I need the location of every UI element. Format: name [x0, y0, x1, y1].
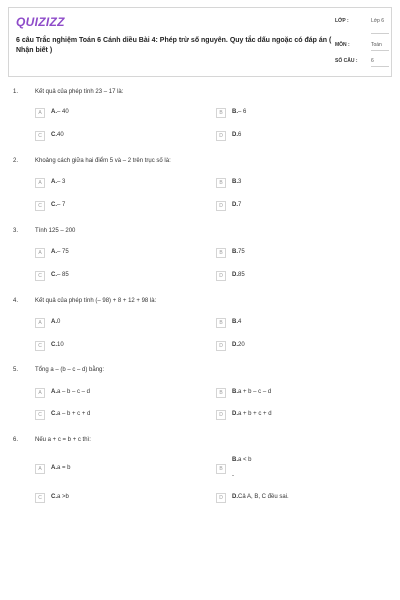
option-text: – 85: [57, 272, 69, 278]
question-text: Tổng a – (b – c – d) bằng:: [35, 367, 105, 373]
option-b[interactable]: [216, 388, 366, 400]
question-number: 6.: [13, 437, 19, 443]
question-number: 2.: [13, 158, 19, 164]
worksheet-header: [8, 7, 392, 77]
option-letter: A.: [51, 389, 57, 395]
option-text: 4: [238, 319, 242, 325]
question-number: 5.: [13, 367, 19, 373]
option-badge: D: [216, 410, 226, 420]
option-letter: B.: [232, 249, 238, 255]
option-a[interactable]: [35, 108, 185, 120]
option-c[interactable]: [35, 341, 185, 353]
option-b[interactable]: [216, 108, 366, 120]
option-letter: A.: [51, 249, 57, 255]
option-c[interactable]: [35, 410, 185, 422]
option-badge: A: [35, 464, 45, 474]
option-letter: C.: [51, 494, 57, 500]
option-text: – 7: [57, 202, 66, 208]
option-text: a + b + c + d: [238, 411, 272, 417]
option-badge: D: [216, 131, 226, 141]
option-badge: B: [216, 178, 226, 188]
option-badge: A: [35, 178, 45, 188]
divider: [371, 33, 389, 34]
meta-socau: [335, 56, 389, 72]
question-text: Kết quả của phép tính 23 – 17 là:: [35, 89, 124, 95]
option-letter: A.: [51, 319, 57, 325]
option-a[interactable]: [35, 178, 185, 190]
option-text: 10: [57, 342, 64, 348]
option-badge: A: [35, 388, 45, 398]
option-letter: A.: [51, 179, 57, 185]
option-d[interactable]: [216, 271, 366, 283]
option-badge: D: [216, 271, 226, 281]
option-letter: C.: [51, 272, 57, 278]
question-text: Nếu a + c = b + c thì:: [35, 437, 91, 443]
option-badge: C: [35, 271, 45, 281]
meta-mon-label: MÔN :: [335, 42, 350, 48]
question-text: Tính 125 – 200: [35, 228, 76, 234]
option-letter: A.: [51, 109, 57, 115]
option-text: a >b: [57, 494, 69, 500]
option-b[interactable]: [216, 178, 366, 190]
option-b[interactable]: [216, 318, 366, 330]
option-d[interactable]: [216, 410, 366, 422]
meta-socau-value: 6: [371, 58, 374, 64]
option-badge: C: [35, 410, 45, 420]
option-d[interactable]: [216, 493, 366, 505]
option-c[interactable]: [35, 131, 185, 143]
option-a[interactable]: [35, 318, 185, 330]
option-letter: B.: [232, 457, 238, 463]
option-text: 0: [57, 319, 61, 325]
option-b[interactable]: [216, 248, 366, 260]
meta-lop: [335, 16, 389, 32]
meta-mon-value: Toán: [371, 42, 382, 48]
question-number: 1.: [13, 89, 19, 95]
option-letter: B.: [232, 319, 238, 325]
option-badge: A: [35, 108, 45, 118]
option-b[interactable]: [216, 457, 366, 486]
option-text: 85: [238, 272, 245, 278]
option-badge: B: [216, 248, 226, 258]
option-letter: D.: [232, 342, 238, 348]
option-c[interactable]: [35, 201, 185, 213]
option-text: 40: [57, 132, 64, 138]
option-letter: D.: [232, 202, 238, 208]
option-letter: D.: [232, 132, 238, 138]
option-text: a < b: [238, 457, 252, 463]
option-badge: A: [35, 248, 45, 258]
option-text: – 3: [57, 179, 66, 185]
divider: [371, 66, 389, 67]
option-letter: B.: [232, 389, 238, 395]
meta-mon: [335, 40, 389, 56]
option-badge: D: [216, 341, 226, 351]
option-badge: C: [35, 131, 45, 141]
option-badge: B: [216, 318, 226, 328]
option-badge: D: [216, 493, 226, 503]
option-letter: D.: [232, 494, 238, 500]
option-text: a – b – c – d: [57, 389, 91, 395]
meta-lop-label: LỚP :: [335, 18, 349, 24]
option-text: – 40: [57, 109, 69, 115]
option-text: 7: [238, 202, 242, 208]
option-c[interactable]: [35, 271, 185, 283]
option-badge: C: [35, 341, 45, 351]
question-text: Khoảng cách giữa hai điểm 5 và – 2 trên trục số là:: [35, 158, 171, 164]
option-text: 75: [238, 249, 245, 255]
option-text: – 6: [238, 109, 247, 115]
option-letter: C.: [51, 342, 57, 348]
option-text: – 75: [57, 249, 69, 255]
question-number: 4.: [13, 298, 19, 304]
option-badge: C: [35, 201, 45, 211]
meta-lop-value: Lớp 6: [371, 18, 385, 24]
option-badge: B: [216, 464, 226, 474]
option-badge: A: [35, 318, 45, 328]
question-number: 3.: [13, 228, 19, 234]
option-badge: B: [216, 108, 226, 118]
option-a[interactable]: [35, 388, 185, 400]
option-d[interactable]: [216, 341, 366, 353]
option-text: a – b + c + d: [57, 411, 91, 417]
option-letter: D.: [232, 272, 238, 278]
quizizz-logo: QUIZIZZ: [16, 15, 65, 29]
option-a[interactable]: [35, 464, 185, 476]
question-text: Kết quả của phép tính (– 98) + 8 + 12 + 98 là:: [35, 298, 157, 304]
option-letter: C.: [51, 132, 57, 138]
option-text: 6: [238, 132, 242, 138]
option-letter: B.: [232, 179, 238, 185]
option-badge: B: [216, 388, 226, 398]
worksheet-title: 6 câu Trắc nghiệm Toán 6 Cánh diều Bài 4: Phép trừ số nguyên. Quy tắc dấu ngoặc có đáp án ( Nhận biết ): [16, 37, 332, 54]
option-d[interactable]: [216, 131, 366, 143]
option-letter: C.: [51, 202, 57, 208]
meta-socau-label: SỐ CÂU :: [335, 58, 358, 64]
option-letter: A.: [51, 465, 57, 471]
option-letter: C.: [51, 411, 57, 417]
option-text: a + b – c – d: [238, 389, 272, 395]
divider: [371, 50, 389, 51]
option-badge: C: [35, 493, 45, 503]
option-text-extra: -: [232, 473, 234, 479]
option-a[interactable]: [35, 248, 185, 260]
option-c[interactable]: [35, 493, 185, 505]
option-text: Cả A, B, C đều sai.: [238, 494, 289, 500]
option-badge: D: [216, 201, 226, 211]
option-text: 20: [238, 342, 245, 348]
option-d[interactable]: [216, 201, 366, 213]
option-text: 3: [238, 179, 242, 185]
option-letter: B.: [232, 109, 238, 115]
option-text: a = b: [57, 465, 71, 471]
option-letter: D.: [232, 411, 238, 417]
